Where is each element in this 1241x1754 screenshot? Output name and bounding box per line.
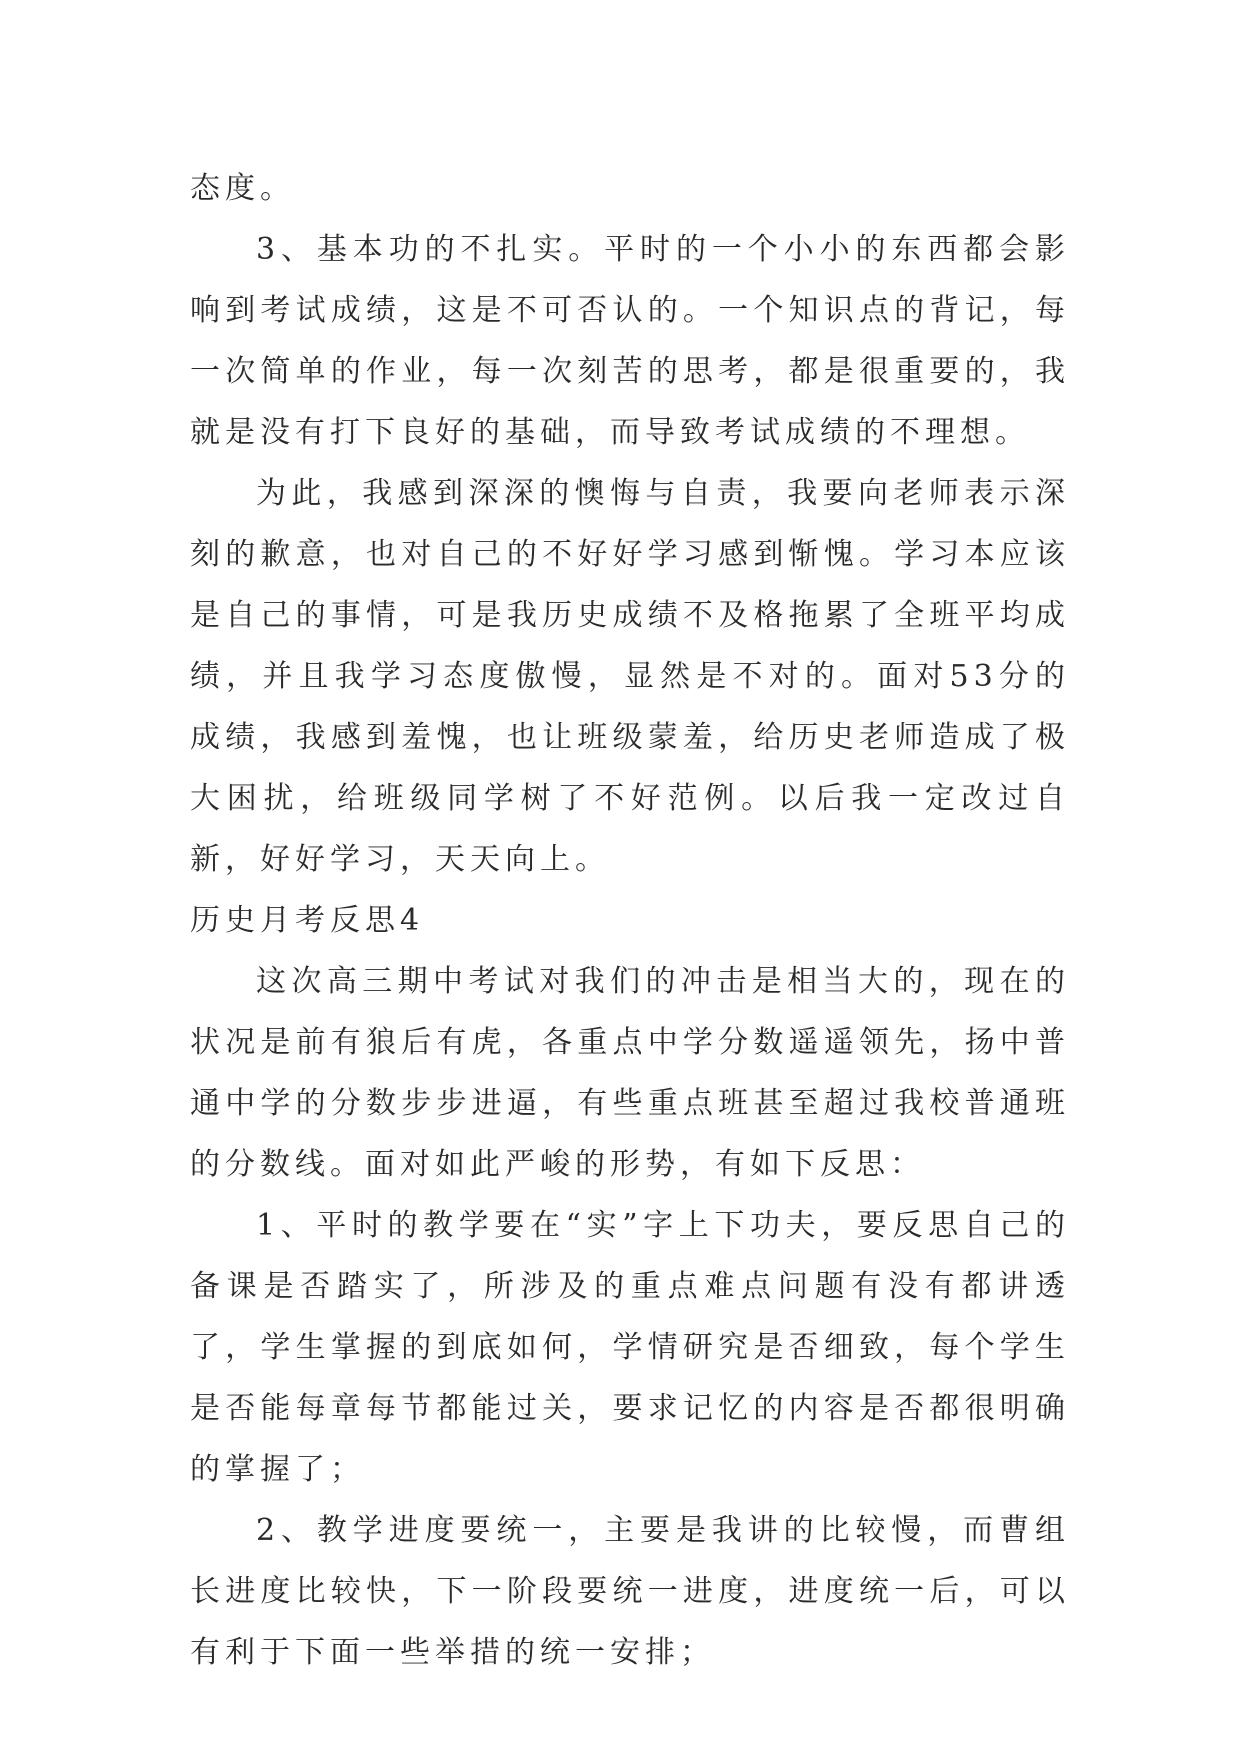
section-title: 历史月考反思4 — [190, 903, 425, 938]
paragraph-3: 为此，我感到深深的懊悔与自责，我要向老师表示深刻的歉意，也对自己的不好好学习感到惭愧。学习本应该是自己的事情，可是我历史成绩不及格拖累了全班平均成绩，并且我学习态度傲慢，显然是不对的。面对53分的成绩，我感到羞愧，也让班级蒙羞，给历史老师造成了极大困扰，给班级同学树了不好范例。以后我一定改过自新，好好学习，天天向上。 — [190, 476, 1070, 877]
document-body — [190, 158, 1070, 1683]
paragraph-1: 态度。 — [190, 171, 295, 206]
section-paragraph-1: 这次高三期中考试对我们的冲击是相当大的，现在的状况是前有狼后有虎，各重点中学分数遥遥领先，扬中普通中学的分数步步进逼，有些重点班甚至超过我校普通班的分数线。面对如此严峻的形势，有如下反思： — [190, 964, 1070, 1182]
paragraph-2: 3、基本功的不扎实。平时的一个小小的东西都会影响到考试成绩，这是不可否认的。一个知识点的背记，每一次简单的作业，每一次刻苦的思考，都是很重要的，我就是没有打下良好的基础，而导致考试成绩的不理想。 — [190, 232, 1070, 450]
section-paragraph-2: 1、平时的教学要在“实”字上下功夫，要反思自己的备课是否踏实了，所涉及的重点难点问题有没有都讲透了，学生掌握的到底如何，学情研究是否细致，每个学生是否能每章每节都能过关，要求记忆的内容是否都很明确的掌握了； — [190, 1208, 1070, 1487]
section-paragraph-3: 2、教学进度要统一，主要是我讲的比较慢，而曹组长进度比较快，下一阶段要统一进度，进度统一后，可以有利于下面一些举措的统一安排； — [190, 1513, 1070, 1670]
